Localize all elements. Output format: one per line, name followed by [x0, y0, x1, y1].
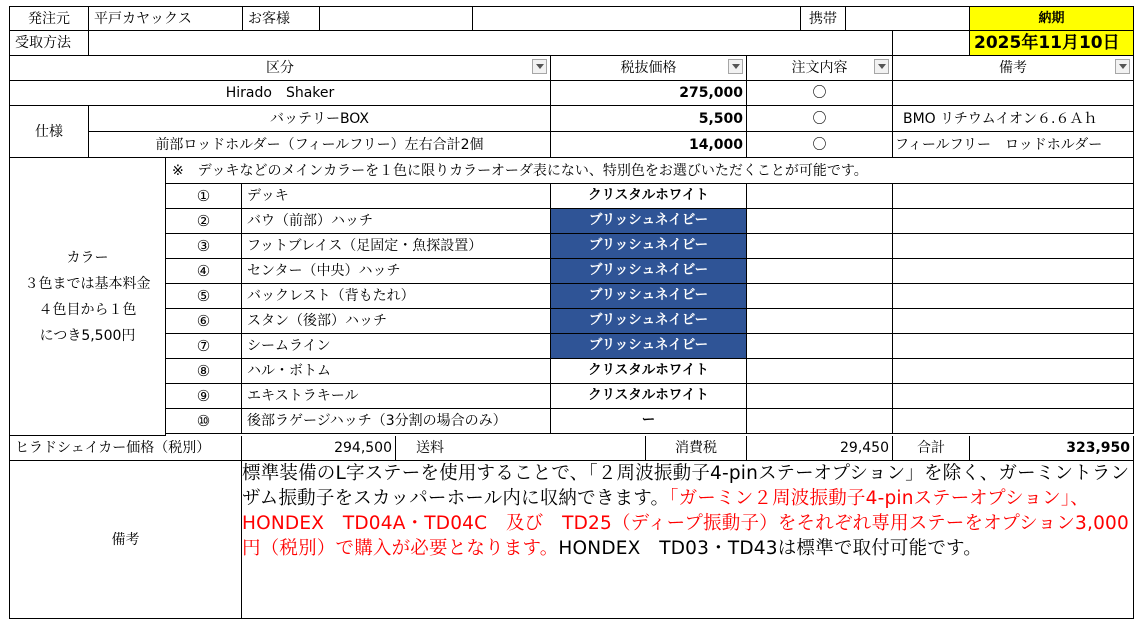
color-part-number[interactable]: ②	[166, 209, 242, 234]
color-part-value[interactable]: ブリッシュネイビー	[551, 259, 747, 284]
color-part-name[interactable]: 後部ラゲージハッチ（3分割の場合のみ）	[242, 409, 551, 434]
color-part-name[interactable]: デッキ	[242, 184, 551, 209]
color-part-order[interactable]	[747, 359, 893, 384]
color-part-remark[interactable]	[893, 359, 1134, 384]
color-part-name[interactable]: シームライン	[242, 334, 551, 359]
customer-value-extra[interactable]	[473, 7, 801, 31]
mobile-value[interactable]	[846, 7, 970, 31]
tax-value[interactable]: 29,450	[747, 436, 893, 461]
color-part-number[interactable]: ①	[166, 184, 242, 209]
delivery-label: 納期	[970, 7, 1134, 31]
shipping-value[interactable]	[450, 436, 646, 461]
color-part-number[interactable]: ⑨	[166, 384, 242, 409]
mobile-label: 携帯	[801, 7, 846, 31]
filter-dropdown-icon[interactable]	[532, 59, 547, 74]
color-part-value[interactable]: ー	[551, 409, 747, 434]
price-total-label: ヒラドシェイカー価格（税別）	[10, 436, 242, 461]
color-part-remark[interactable]	[893, 234, 1134, 259]
color-part-order[interactable]	[747, 309, 893, 334]
color-part-remark[interactable]	[893, 209, 1134, 234]
color-part-value[interactable]: ブリッシュネイビー	[551, 309, 747, 334]
notes-text-normal: 標準装備のL字ステーを使用することで、「２周波振動子4-pinステーオプション」を除く、ガーミントランザム振動子をスカッパーホール内に収納できます。	[242, 463, 1130, 509]
color-part-remark[interactable]	[893, 284, 1134, 309]
color-part-remark[interactable]	[893, 384, 1134, 409]
tax-label: 消費税	[646, 436, 747, 461]
color-part-name[interactable]: センター（中央）ハッチ	[242, 259, 551, 284]
color-part-value[interactable]: ブリッシュネイビー	[551, 284, 747, 309]
color-part-name[interactable]: フットブレイス（足固定・魚探設置）	[242, 234, 551, 259]
model-remark[interactable]	[893, 81, 1134, 106]
model-price[interactable]: 275,000	[551, 81, 747, 106]
column-header-order-label: 注文内容	[791, 60, 848, 76]
receipt-method-value[interactable]	[89, 31, 893, 56]
order-source-label: 発注元	[10, 7, 89, 31]
color-part-number[interactable]: ⑧	[166, 359, 242, 384]
color-part-name[interactable]: バウ（前部）ハッチ	[242, 209, 551, 234]
color-part-name[interactable]: エキストラキール	[242, 384, 551, 409]
notes-label: 備考	[10, 461, 242, 619]
color-part-value[interactable]: ブリッシュネイビー	[551, 209, 747, 234]
color-part-value[interactable]: クリスタルホワイト	[551, 359, 747, 384]
color-part-order[interactable]	[747, 284, 893, 309]
color-part-value[interactable]: ブリッシュネイビー	[551, 334, 747, 359]
notes-text-warning: 「ガーミン２周波振動子4-pinステーオプション」、HONDEX TD04A・TD04C 及び TD25（ディープ振動子）をそれぞれ専用ステーをオプション3,000円（税別）で購入が必要となります。	[242, 488, 1129, 559]
filter-dropdown-icon[interactable]	[1115, 59, 1130, 74]
color-part-name[interactable]: ハル・ボトム	[242, 359, 551, 384]
model-name[interactable]: Hirado Shaker	[10, 81, 551, 106]
notes-text	[242, 461, 1132, 561]
spec-item-remark[interactable]: BMO リチウムイオン６.６Ａｈ	[893, 106, 1134, 132]
column-header-remarks[interactable]	[893, 56, 1134, 81]
column-header-remarks-label: 備考	[999, 60, 1027, 76]
column-header-price-label: 税抜価格	[620, 60, 677, 76]
spec-item-name[interactable]: 前部ロッドホルダー（フィールフリー）左右合計2個	[89, 132, 551, 158]
color-part-remark[interactable]	[893, 259, 1134, 284]
spec-item-remark[interactable]: フィールフリー ロッドホルダー	[893, 132, 1134, 158]
color-label	[10, 158, 166, 436]
color-part-value[interactable]: ブリッシュネイビー	[551, 234, 747, 259]
color-part-remark[interactable]	[893, 334, 1134, 359]
price-total-value[interactable]: 294,500	[242, 436, 396, 461]
color-part-remark[interactable]	[893, 184, 1134, 209]
color-part-order[interactable]	[747, 334, 893, 359]
color-label-line: ３色までは基本料金	[24, 275, 151, 292]
color-part-number[interactable]: ⑦	[166, 334, 242, 359]
color-part-order[interactable]	[747, 234, 893, 259]
spec-item-name[interactable]: バッテリーBOX	[89, 106, 551, 132]
color-label-line: につき5,500円	[39, 327, 136, 344]
color-label-line: ４色目から１色	[38, 301, 137, 318]
column-header-price[interactable]	[551, 56, 747, 81]
delivery-date[interactable]: 2025年11月10日	[970, 31, 1134, 56]
grand-total-label: 合計	[893, 436, 970, 461]
color-part-order[interactable]	[747, 409, 893, 434]
color-part-remark[interactable]	[893, 409, 1134, 434]
filter-dropdown-icon[interactable]	[874, 59, 889, 74]
color-part-order[interactable]	[747, 184, 893, 209]
spec-item-price[interactable]: 5,500	[551, 106, 747, 132]
color-part-order[interactable]	[747, 209, 893, 234]
spec-item-mark[interactable]: 〇	[747, 132, 893, 158]
order-source-value[interactable]: 平戸カヤックス	[89, 7, 243, 31]
color-part-number[interactable]: ④	[166, 259, 242, 284]
color-part-number[interactable]: ⑤	[166, 284, 242, 309]
color-part-order[interactable]	[747, 259, 893, 284]
customer-label: お客様	[243, 7, 320, 31]
spec-item-mark[interactable]: 〇	[747, 106, 893, 132]
color-part-number[interactable]: ③	[166, 234, 242, 259]
color-part-number[interactable]: ⑥	[166, 309, 242, 334]
spec-item-price[interactable]: 14,000	[551, 132, 747, 158]
color-part-value[interactable]: クリスタルホワイト	[551, 384, 747, 409]
color-part-name[interactable]: スタン（後部）ハッチ	[242, 309, 551, 334]
color-part-remark[interactable]	[893, 309, 1134, 334]
color-note[interactable]: ※ デッキなどのメインカラーを１色に限りカラーオーダ表にない、特別色をお選びいただくことが可能です。	[166, 158, 1134, 184]
color-part-name[interactable]: バックレスト（背もたれ）	[242, 284, 551, 309]
shipping-label: 送料	[396, 436, 450, 461]
notes-text-normal-2: HONDEX TD03・TD43は標準で取付可能です。	[558, 538, 982, 559]
model-order-mark[interactable]: 〇	[747, 81, 893, 106]
grand-total-value[interactable]: 323,950	[970, 436, 1134, 461]
customer-value[interactable]	[320, 7, 473, 31]
spec-label: 仕様	[10, 106, 89, 158]
column-header-category[interactable]	[10, 56, 551, 81]
column-header-order[interactable]	[747, 56, 893, 81]
color-part-number[interactable]: ⑩	[166, 409, 242, 434]
column-header-category-label: 区分	[266, 60, 294, 76]
color-part-order[interactable]	[747, 384, 893, 409]
color-part-value[interactable]: クリスタルホワイト	[551, 184, 747, 209]
delivery-spacer	[893, 31, 970, 56]
receipt-method-label: 受取方法	[10, 31, 89, 56]
filter-dropdown-icon[interactable]	[728, 59, 743, 74]
color-label-line: カラー	[66, 249, 109, 266]
